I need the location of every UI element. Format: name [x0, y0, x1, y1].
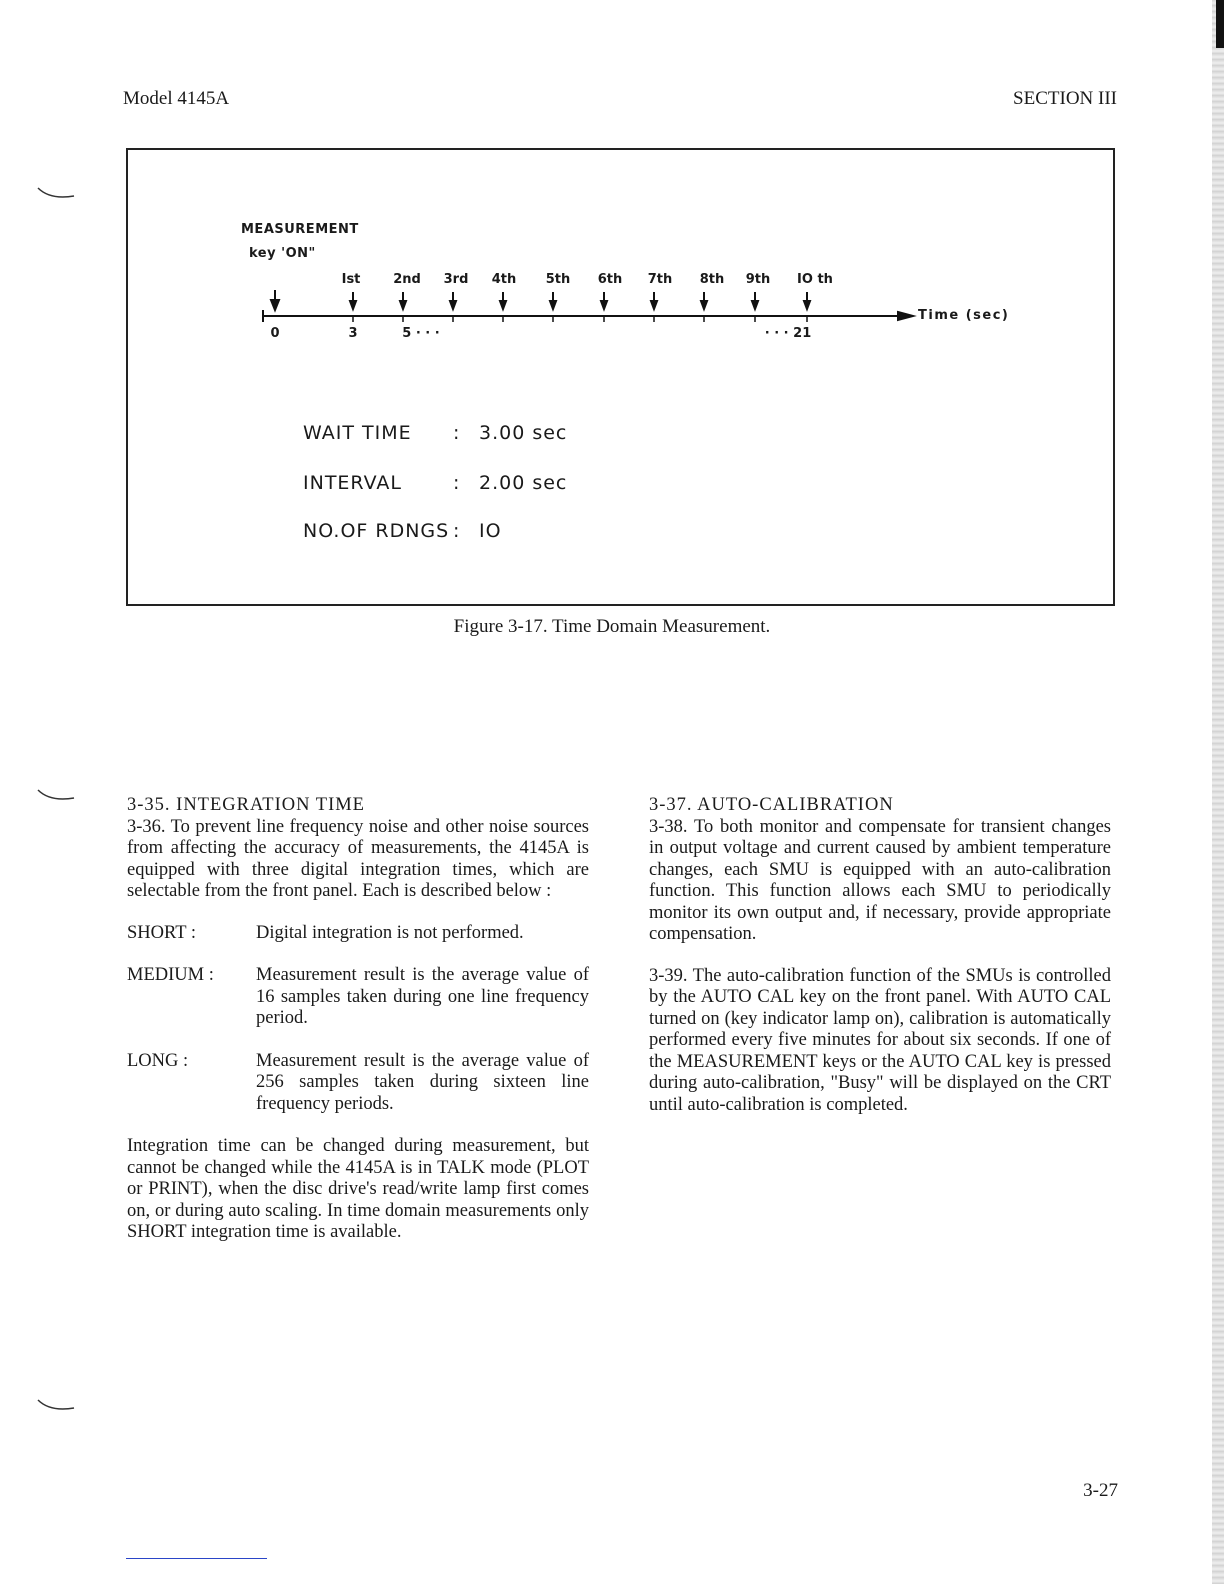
time-axis-arrow	[898, 312, 913, 320]
tick-label-second: 5 · · ·	[402, 326, 440, 341]
header-section: SECTION III	[1013, 88, 1117, 109]
param-no-of-readings	[303, 520, 502, 542]
event-label: 3rd	[443, 272, 469, 287]
definition-row	[127, 1051, 589, 1116]
tick-label-last: · · · 21	[764, 326, 812, 341]
page-number: 3-27	[1083, 1480, 1118, 1501]
param-value: 3.00 sec	[479, 422, 568, 444]
param-interval	[303, 472, 567, 494]
paragraph-3-36: 3-36. To prevent line frequency noise and other noise sources from affecting the accuracy of measurements, the 4145A is equipped with three digital integration times, which are selectable from the front panel. Each is described below :	[127, 816, 589, 901]
trigger-arrow-head	[271, 300, 279, 310]
binding-hole-mark	[36, 186, 76, 200]
param-key: NO.OF RDNGS	[303, 520, 450, 542]
trigger-label-line2: key 'ON"	[249, 246, 316, 261]
definition-term: MEDIUM :	[127, 965, 214, 985]
event-label: 8th	[699, 272, 725, 287]
integration-definitions	[127, 923, 589, 1116]
figure-time-domain	[126, 148, 1115, 606]
param-value: IO	[479, 520, 502, 542]
paragraph-integration-closing: Integration time can be changed during measurement, but cannot be changed while the 4145A is in TALK mode (PLOT or PRINT), when the disc drive's read/write lamp first comes on, or during auto scaling. In time domain measurements only SHORT integration time is available.	[127, 1136, 589, 1242]
tick-label-first: 3	[348, 326, 358, 341]
right-column	[649, 795, 1111, 1116]
timeline-svg	[128, 150, 1113, 604]
definition-row	[127, 965, 589, 1030]
param-sep: :	[453, 422, 461, 444]
paragraph-3-38: 3-38. To both monitor and compensate for transient changes in output voltage and current caused by ambient temperature changes, each SMU is equipped with an auto-calibration function. This function allows each SMU to periodically monitor its own output and, if necessary, provide appropriate compensation.	[649, 816, 1111, 944]
event-label: IO th	[797, 272, 833, 287]
definition-term: SHORT :	[127, 922, 196, 943]
definition-desc: Measurement result is the average value of 16 samples taken during one line frequency period.	[256, 965, 589, 1028]
time-axis-label: Time (sec)	[918, 308, 1010, 323]
param-key: INTERVAL	[303, 472, 402, 494]
scan-edge-mark	[1216, 0, 1224, 48]
event-label: 2nd	[393, 272, 421, 287]
param-key: WAIT TIME	[303, 422, 412, 444]
event-label: 9th	[745, 272, 771, 287]
param-value: 2.00 sec	[479, 472, 568, 494]
event-label: 5th	[545, 272, 571, 287]
section-title-autocal: 3-37. AUTO-CALIBRATION	[649, 795, 894, 815]
event-label: 4th	[491, 272, 517, 287]
binding-hole-mark	[36, 1398, 76, 1412]
header-model: Model 4145A	[123, 88, 230, 109]
paragraph-3-39: 3-39. The auto-calibration function of the SMUs is controlled by the AUTO CAL key on the front panel. With AUTO CAL turned on (key indicator lamp on), calibration is automatically performed every five minutes for about six seconds. If one of the MEASUREMENT keys or the AUTO CAL key is pressed during auto-calibration, "Busy" will be displayed on the CRT until auto-calibration is completed.	[649, 965, 1111, 1115]
figure-caption: Figure 3-17. Time Domain Measurement.	[453, 616, 771, 637]
tick-label-origin: 0	[270, 326, 280, 341]
binding-hole-mark	[36, 788, 76, 802]
param-sep: :	[453, 520, 461, 542]
definition-desc: Measurement result is the average value of 256 samples taken during sixteen line frequency periods.	[256, 1050, 589, 1114]
trigger-label-line1: MEASUREMENT	[241, 222, 359, 237]
scan-edge	[1212, 0, 1224, 1584]
event-arrows	[350, 292, 810, 309]
event-label: Ist	[341, 272, 361, 287]
definition-term: LONG :	[127, 1050, 189, 1071]
param-sep: :	[453, 472, 461, 494]
left-column	[127, 795, 589, 1244]
event-label: 6th	[597, 272, 623, 287]
event-label: 7th	[647, 272, 673, 287]
bottom-rule	[126, 1558, 267, 1559]
param-wait-time	[303, 422, 567, 444]
definition-row	[127, 923, 589, 945]
section-title-integration: 3-35. INTEGRATION TIME	[127, 795, 365, 815]
definition-desc: Digital integration is not performed.	[256, 922, 524, 943]
